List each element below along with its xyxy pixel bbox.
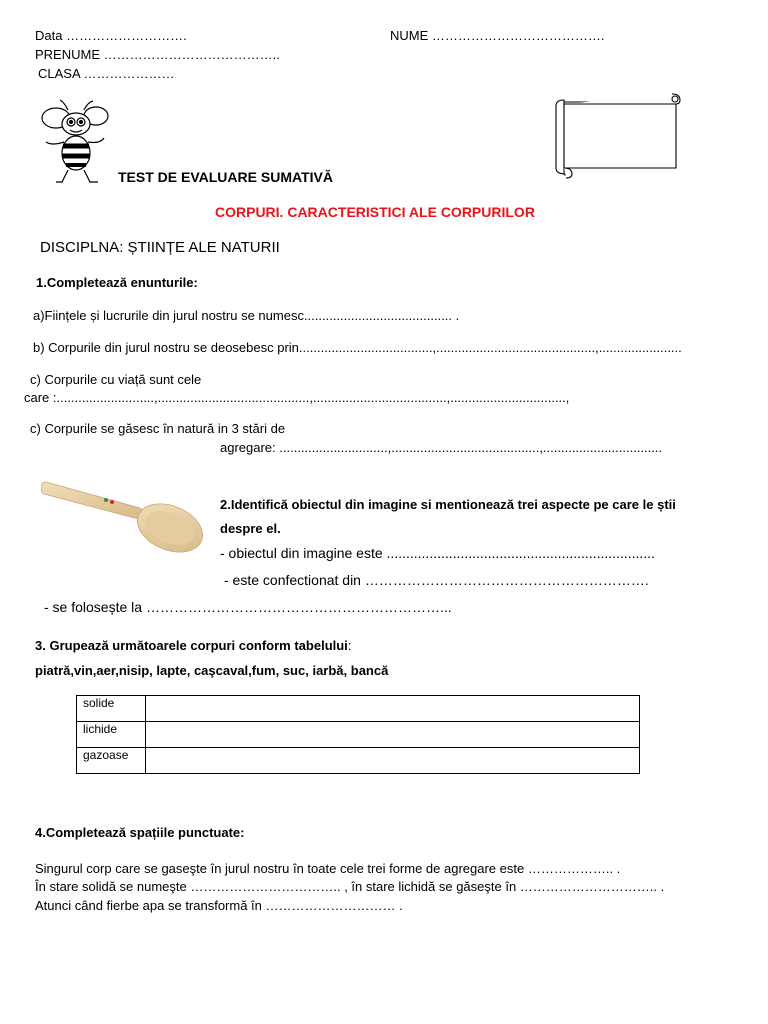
ex4-heading: 4.Completează spațiile punctuate: bbox=[35, 825, 245, 840]
data-field: Data ………………………. bbox=[35, 28, 187, 43]
test-title: TEST DE EVALUARE SUMATIVĂ bbox=[118, 169, 333, 185]
row-label-lichide: lichide bbox=[77, 722, 146, 748]
ex4-line3: Atunci când fierbe apa se transformă în ………………………… . bbox=[35, 898, 403, 913]
discipline-line: DISCIPLNA: ȘTIINȚE ALE NATURII bbox=[40, 239, 280, 256]
nume-field: NUME …………………………………. bbox=[390, 28, 605, 43]
ex2-question-material: - este confectionat din ……………………………………………………. bbox=[224, 572, 649, 588]
ex3-heading-colon: : bbox=[347, 638, 352, 653]
scroll-frame bbox=[552, 90, 684, 180]
prenume-field: PRENUME ………………………………….. bbox=[35, 47, 280, 62]
table-row bbox=[77, 748, 640, 774]
wooden-spoon-image bbox=[36, 458, 208, 578]
ex1-item-c2-line2: agregare: ..............................,.........................................,................................. bbox=[220, 440, 663, 455]
ex1-heading: 1.Completează enunturile: bbox=[36, 275, 198, 290]
row-label-solide: solide bbox=[77, 696, 146, 722]
table-row bbox=[77, 696, 640, 722]
clasa-field: CLASA ………………… bbox=[38, 66, 175, 81]
ex2-question-object: - obiectul din imagine este ..................................................................... bbox=[220, 545, 655, 561]
ex4-line1: Singurul corp care se gaseşte în jurul nostru în toate cele trei forme de agregare este ……………….. . bbox=[35, 861, 621, 876]
ex3-heading bbox=[35, 638, 351, 653]
test-subtitle: CORPURI. CARACTERISTICI ALE CORPURILOR bbox=[215, 204, 535, 220]
ex4-line2: În stare solidă se numeşte …………………………….. , în stare lichidă se găseşte în ………………………….. . bbox=[35, 879, 665, 894]
ex1-item-a: a)Ființele și lucrurile din jurul nostru se numesc......................................... . bbox=[33, 308, 460, 323]
grouping-table bbox=[76, 695, 640, 774]
ex2-question-use: - se folosește la ………………………………………………………... bbox=[44, 599, 452, 615]
ex3-items: piatră,vin,aer,nisip, lapte, caşcaval,fum, suc, iarbă, bancă bbox=[35, 663, 389, 678]
ex2-heading-line2: despre el. bbox=[220, 521, 281, 536]
answer-cell-solide[interactable] bbox=[146, 696, 640, 722]
ex1-item-b: b) Corpurile din jurul nostru se deosebesc prin.....................................,............................................,....................... bbox=[33, 340, 682, 355]
bee-illustration bbox=[38, 98, 113, 186]
ex1-item-c2-line1: c) Corpurile se găsesc în natură in 3 stări de bbox=[30, 421, 286, 436]
answer-cell-lichide[interactable] bbox=[146, 722, 640, 748]
row-label-gazoase: gazoase bbox=[77, 748, 146, 774]
ex1-item-c1-line1: c) Corpurile cu viață sunt cele bbox=[30, 372, 202, 387]
answer-cell-gazoase[interactable] bbox=[146, 748, 640, 774]
ex1-item-c1-line2: care :...........................,..........................................,.....................................,................................, bbox=[24, 390, 570, 405]
ex3-heading-text: 3. Grupează următoarele corpuri conform tabelului bbox=[35, 638, 348, 653]
ex2-heading-line1: 2.Identifică obiectul din imagine si mentionează trei aspecte pe care le știi bbox=[220, 497, 676, 512]
table-row bbox=[77, 722, 640, 748]
